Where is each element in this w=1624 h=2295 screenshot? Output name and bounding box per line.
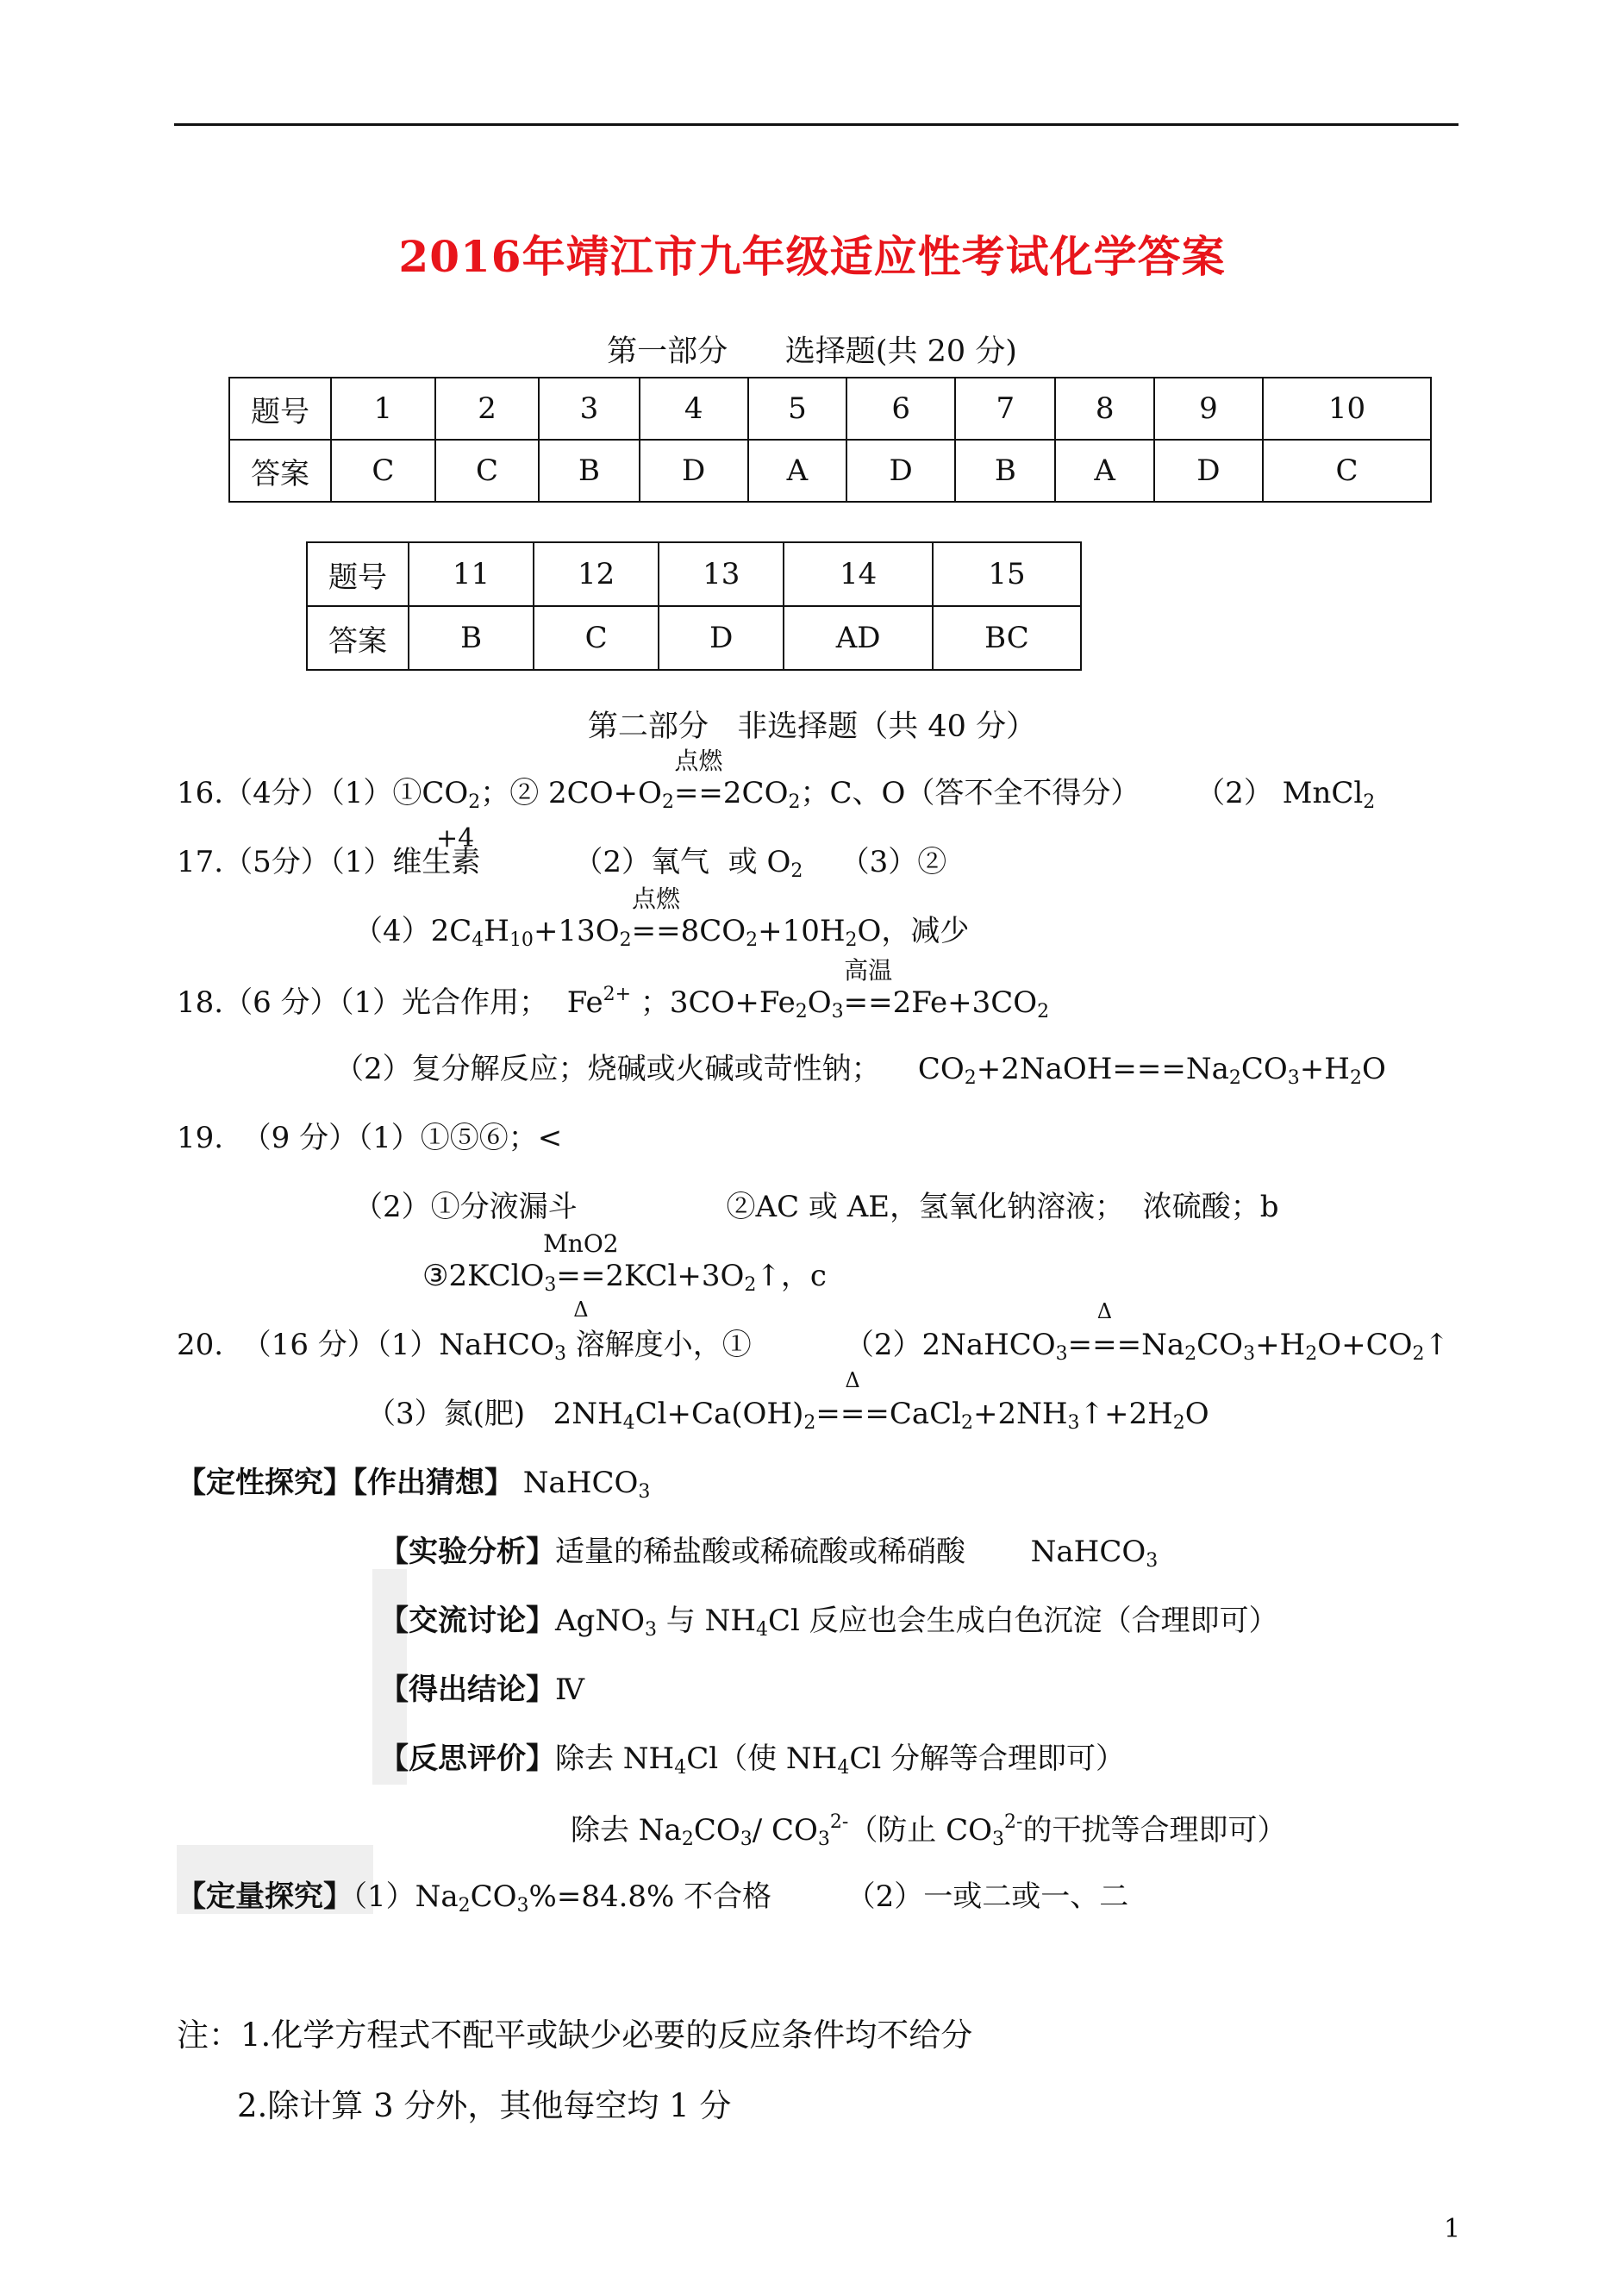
table-row <box>229 378 1431 440</box>
question-number: 6 <box>846 378 955 440</box>
answer-cell: A <box>1055 440 1153 502</box>
answer-cell: B <box>539 440 639 502</box>
answer-cell: D <box>640 440 748 502</box>
qualitative-analysis: 【实验分析】适量的稀盐酸或稀硫酸或稀硝酸 NaHCO$_3$ <box>379 1535 1159 1572</box>
note-1: 注：1.化学方程式不配平或缺少必要的反应条件均不给分 <box>177 2017 973 2054</box>
part1-heading: 第一部分 选择题(共 20 分) <box>607 335 1017 369</box>
qualitative-conclusion: 【得出结论】Ⅳ <box>379 1673 584 1707</box>
question-number: 8 <box>1055 378 1153 440</box>
question-number: 1 <box>331 378 435 440</box>
answer-17-4: $(4)2C_4H_{10}+13O_2$ 点燃 $==8CO_2+10H_2O$，减少 <box>353 885 970 951</box>
answer-cell: D <box>1154 440 1263 502</box>
question-number: 2 <box>435 378 540 440</box>
answer-17: 17.（5分）（1）维生素 （2）氧气 或 $O_2$ （3）② <box>177 845 947 882</box>
answer-cell: C <box>331 440 435 502</box>
question-number: 4 <box>640 378 748 440</box>
quantitative-result: 【定量探究】$(1)Na_2CO_3\%=84.8\%$ 不合格 （2）一或二或一、二 <box>177 1879 1129 1917</box>
answer-19-2: （2）①分液漏斗 ②AC 或 AE，氢氧化钠溶液； 浓硫酸；b <box>353 1190 1279 1224</box>
header-rule <box>174 123 1458 126</box>
answer-cell: D <box>659 606 784 670</box>
row-header: 题号 <box>229 378 331 440</box>
answer-18: 18.（6 分）（1）光合作用； $Fe^{2+}$ ；$3CO+Fe_2O_3$ 高温 $==2Fe+3CO_2$ <box>177 956 1050 1022</box>
answer-20-3: （3）氮(肥) $2NH_4Cl+Ca(OH)_2$ Δ $===CaCl_2+2NH_3↑+2H_2O$ <box>366 1368 1209 1434</box>
answer-cell: C <box>1263 440 1431 502</box>
table-row <box>307 606 1081 670</box>
answer-cell: AD <box>784 606 933 670</box>
qualitative-reflection: 【反思评价】除去 $NH_4Cl$（使 $NH_4Cl$ 分解等合理即可） <box>379 1742 1126 1779</box>
answer-cell: C <box>534 606 659 670</box>
equation-condition: Δ === <box>1067 1299 1142 1362</box>
qualitative-discussion: 【交流讨论】AgNO$_3$ 与 $NH_4Cl$ 反应也会生成白色沉淀（合理即可） <box>379 1604 1278 1641</box>
document-title: 2016年靖江市九年级适应性考试化学答案 <box>398 231 1226 282</box>
equation-condition: Δ === <box>815 1368 890 1431</box>
row-header: 答案 <box>229 440 331 502</box>
question-number: 13 <box>659 542 784 606</box>
note-2: 2.除计算 3 分外，其他每空均 1 分 <box>237 2087 732 2124</box>
table-row <box>307 542 1081 606</box>
question-number: 11 <box>409 542 534 606</box>
answer-table-1 <box>228 377 1432 503</box>
equation-condition: 高温 == <box>843 956 893 1020</box>
part2-heading: 第二部分 非选择题（共 40 分） <box>587 710 1037 744</box>
answer-cell: D <box>846 440 955 502</box>
row-header: 题号 <box>307 542 409 606</box>
answer-cell: BC <box>933 606 1081 670</box>
answer-cell: B <box>409 606 534 670</box>
table-row <box>229 440 1431 502</box>
answer-table-2 <box>306 541 1082 671</box>
answer-19: 19. （9 分）（1）①⑤⑥；< <box>177 1121 563 1155</box>
qualitative-reflection-2: 除去 $Na_2CO_3/$ $CO_3^{2-}$（防止 $CO_3^{2-}$的干扰等合理即可） <box>571 1811 1287 1850</box>
answer-19-3: ③2KClO$_3$ MnO2 Δ $==2KCl+3O_2↑$，c <box>422 1229 827 1322</box>
question-number: 10 <box>1263 378 1431 440</box>
equation-condition: 点燃 == <box>631 885 681 948</box>
question-number: 9 <box>1154 378 1263 440</box>
answer-18-2: （2）复分解反应；烧碱或火碱或苛性钠； $CO_2+2NaOH===Na_2CO_3+H_2O$ <box>334 1052 1386 1089</box>
oxidation-state: +4 <box>436 823 475 854</box>
question-number: 12 <box>534 542 659 606</box>
answer-cell: C <box>435 440 540 502</box>
equation-condition: MnO2 Δ == <box>543 1229 619 1322</box>
answer-20: 20. （16 分）（1）NaHCO$_3$ 溶解度小，① （2）2NaHCO$_3$ Δ $===Na_2CO_3+H_2O+CO_2↑$ <box>177 1299 1449 1365</box>
question-number: 14 <box>784 542 933 606</box>
question-number: 5 <box>748 378 846 440</box>
answer-16: 16.（4分）$(1)①CO_2$；② $2CO+O_2$ 点燃 $==2CO_2$；C、O（答不全不得分） （2） MnCl$_2$ <box>177 747 1376 813</box>
qualitative-guess: 【定性探究】【作出猜想】 NaHCO$_3$ <box>177 1466 651 1503</box>
row-header: 答案 <box>307 606 409 670</box>
answer-cell: B <box>955 440 1055 502</box>
equation-condition: 点燃 == <box>673 747 723 810</box>
question-number: 3 <box>539 378 639 440</box>
question-number: 15 <box>933 542 1081 606</box>
question-number: 7 <box>955 378 1055 440</box>
answer-cell: A <box>748 440 846 502</box>
page-number: 1 <box>1444 2214 1461 2244</box>
